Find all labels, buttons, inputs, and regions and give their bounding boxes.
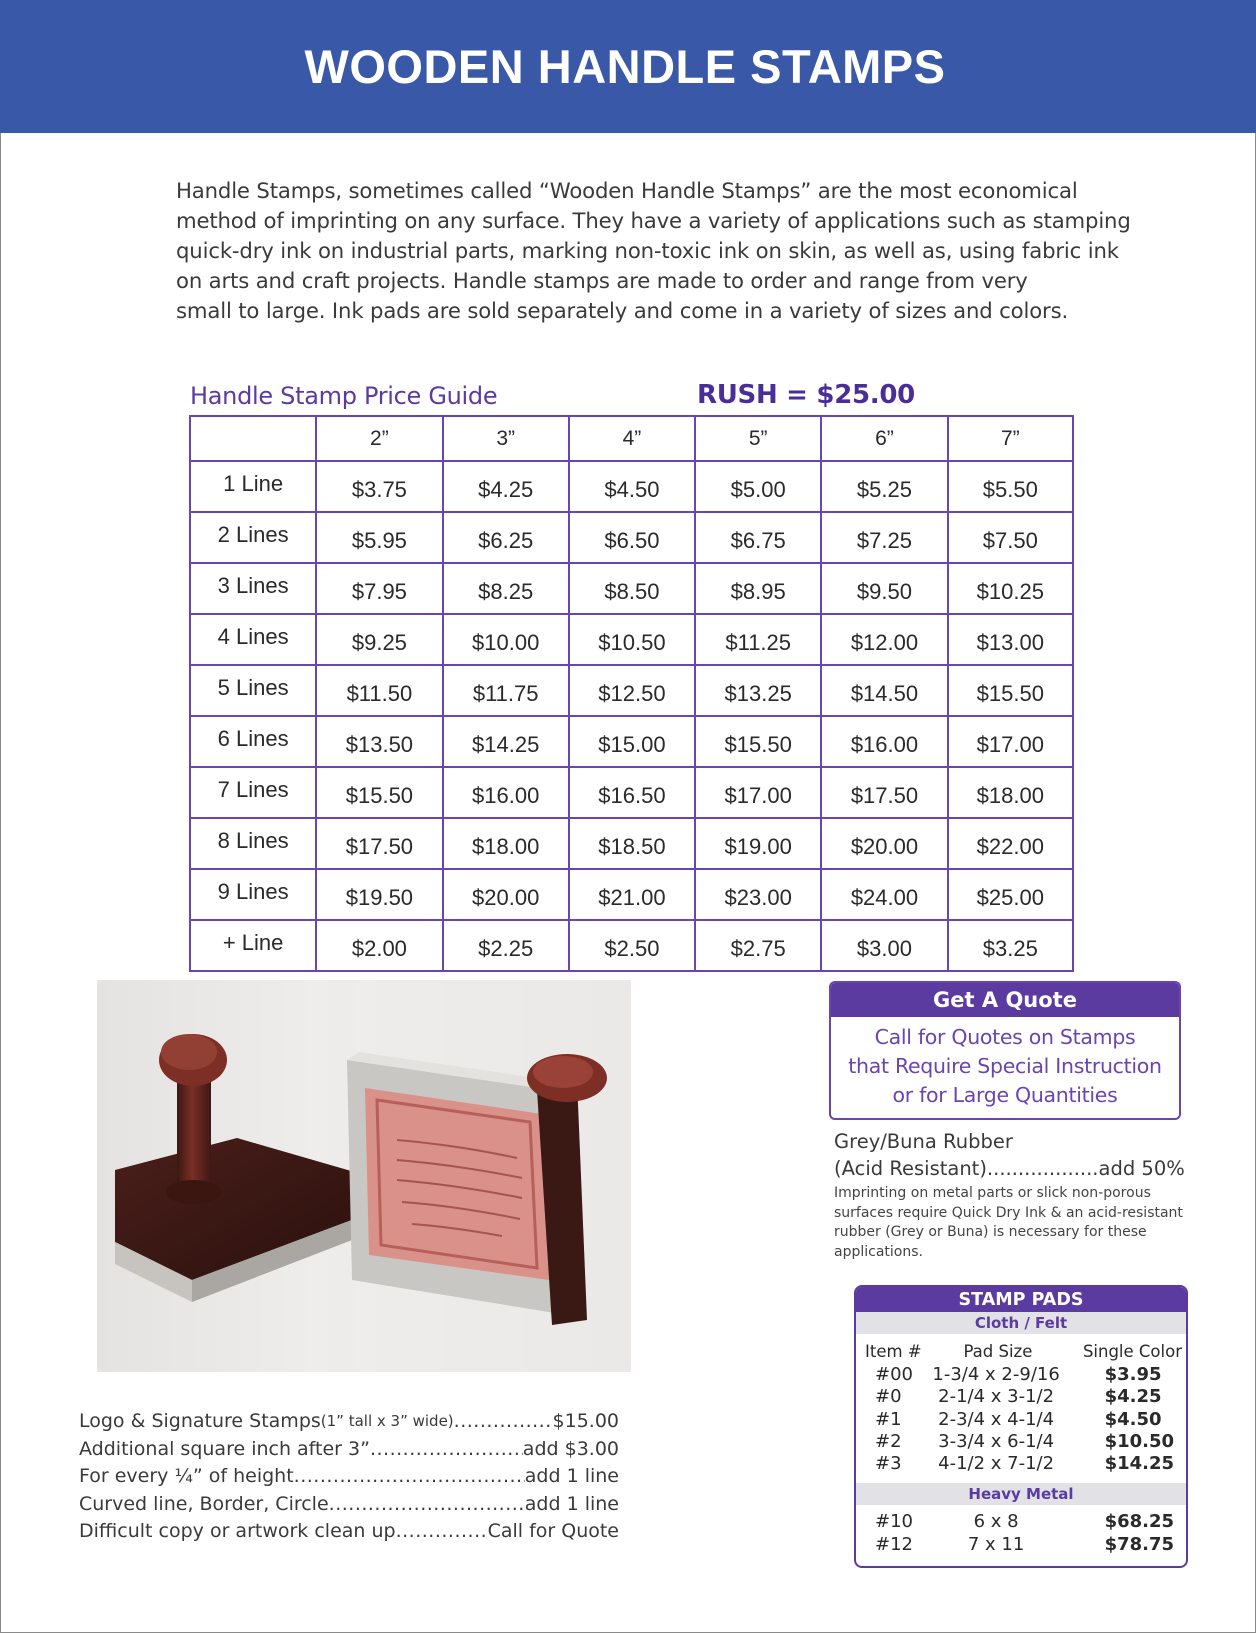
fee-leader-dots (454, 1408, 553, 1436)
price-cell: $21.00 (569, 869, 695, 920)
price-cell: $5.25 (821, 461, 947, 512)
price-row (190, 767, 1073, 818)
price-cell: $25.00 (948, 869, 1073, 920)
price-row (190, 716, 1073, 767)
header-cell-size: 5” (695, 416, 821, 461)
header-cell-empty (190, 416, 316, 461)
price-cell: $7.25 (821, 512, 947, 563)
fee-amount: add $3.00 (522, 1437, 619, 1460)
price-row (190, 869, 1073, 920)
price-cell: $5.00 (695, 461, 821, 512)
handle-stamp-image (97, 980, 631, 1372)
pad-item: #0 (875, 1386, 902, 1408)
rubber-price: (Acid Resistant)..................add 50% (834, 1157, 1185, 1180)
intro-line: small to large. Ink pads are sold separately and come in a variety of sizes and colors. (176, 298, 1069, 323)
stamp-pad-row (856, 1511, 1186, 1533)
fee-size-note: (1” tall x 3” wide) (320, 1412, 454, 1430)
stamp-pads-column-headers (856, 1340, 1186, 1364)
pad-size: 4-1/2 x 7-1/2 (938, 1453, 1055, 1475)
pad-item: #2 (875, 1430, 902, 1452)
fee-amount: $15.00 (552, 1410, 619, 1432)
stamp-pad-row (856, 1431, 1186, 1453)
fee-amount: Call for Quote (487, 1520, 619, 1542)
price-cell: $8.50 (569, 563, 695, 614)
pad-item: #12 (875, 1533, 913, 1555)
row-label: 7 Lines (190, 767, 316, 818)
header-cell-size: 3” (443, 416, 569, 461)
fee-leader-dots (396, 1518, 488, 1546)
stamp-pads-title: STAMP PADS (856, 1287, 1186, 1312)
price-cell: $2.75 (695, 920, 821, 971)
price-cell: $19.00 (695, 818, 821, 869)
price-cell: $15.00 (569, 716, 695, 767)
price-cell: $20.00 (821, 818, 947, 869)
col-size: Pad Size (963, 1342, 1033, 1361)
price-cell: $10.00 (443, 614, 569, 665)
price-guide-title: Handle Stamp Price Guide (190, 382, 498, 410)
quote-line: that Require Special Instruction (848, 1054, 1162, 1078)
rubber-title: Grey/Buna Rubber (834, 1130, 1013, 1153)
intro-paragraph (176, 176, 1136, 326)
rubber-note-line: applications. (834, 1243, 923, 1260)
quote-line: Call for Quotes on Stamps (874, 1025, 1136, 1049)
rubber-option (834, 1128, 1184, 1262)
quote-title: Get A Quote (831, 983, 1179, 1017)
price-row (190, 665, 1073, 716)
price-cell: $24.00 (821, 869, 947, 920)
price-cell: $17.00 (948, 716, 1073, 767)
price-cell: $3.75 (316, 461, 442, 512)
rubber-note-line: surfaces require Quick Dry Ink & an acid-resistant (834, 1204, 1183, 1221)
pad-size: 1-3/4 x 2-9/16 (932, 1364, 1060, 1385)
fee-label: Additional square inch after 3” (79, 1437, 370, 1460)
price-cell: $16.50 (569, 767, 695, 818)
price-row (190, 563, 1073, 614)
pad-size: 2-1/4 x 3-1/2 (938, 1386, 1055, 1408)
price-cell: $17.50 (821, 767, 947, 818)
col-item: Item # (865, 1342, 922, 1361)
pad-price: $4.50 (1104, 1408, 1162, 1430)
price-cell: $9.50 (821, 563, 947, 614)
fee-leader-dots (329, 1491, 525, 1519)
price-cell: $16.00 (821, 716, 947, 767)
intro-line: method of imprinting on any surface. They have a variety of applications such as stamping (176, 208, 1131, 233)
price-cell: $17.50 (316, 818, 442, 869)
rubber-note-line: rubber (Grey or Buna) is necessary for these (834, 1224, 1147, 1240)
price-cell: $2.25 (443, 920, 569, 971)
row-label: 8 Lines (190, 818, 316, 869)
stamp-pad-row (856, 1453, 1186, 1475)
price-row (190, 614, 1073, 665)
price-cell: $14.25 (443, 716, 569, 767)
header-cell-size: 2” (316, 416, 442, 461)
price-cell: $13.25 (695, 665, 821, 716)
price-cell: $10.25 (948, 563, 1073, 614)
price-table (189, 415, 1074, 972)
price-cell: $18.00 (443, 818, 569, 869)
rubber-note-line: Imprinting on metal parts or slick non-porous (834, 1185, 1151, 1201)
fee-line-logo (79, 1408, 619, 1436)
stamp-pads-box (854, 1285, 1188, 1568)
pad-size: 2-3/4 x 4-1/4 (938, 1408, 1055, 1430)
rush-price: RUSH = $25.00 (697, 380, 915, 410)
price-cell: $11.25 (695, 614, 821, 665)
price-cell: $18.00 (948, 767, 1073, 818)
fee-label: Logo & Signature Stamps (79, 1410, 321, 1432)
page-header (0, 0, 1256, 133)
intro-line: Handle Stamps, sometimes called “Wooden Handle Stamps” are the most economical (176, 178, 1078, 203)
header-cell-size: 4” (569, 416, 695, 461)
fee-line-height (79, 1463, 619, 1491)
price-cell: $3.00 (821, 920, 947, 971)
price-cell: $15.50 (316, 767, 442, 818)
col-price: Single Color (1082, 1342, 1182, 1361)
fee-line-curved (79, 1491, 619, 1519)
price-row (190, 461, 1073, 512)
pad-price: $14.25 (1104, 1453, 1175, 1475)
pad-item: #10 (875, 1511, 913, 1533)
row-label: 1 Line (190, 461, 316, 512)
fee-amount: add 1 line (524, 1465, 619, 1487)
price-cell: $2.50 (569, 920, 695, 971)
price-cell: $4.50 (569, 461, 695, 512)
intro-line: on arts and craft projects. Handle stamps are made to order and range from very (176, 268, 1028, 293)
pad-price: $78.75 (1104, 1533, 1175, 1555)
row-label: 3 Lines (190, 563, 316, 614)
price-cell: $2.00 (316, 920, 442, 971)
row-label: 4 Lines (190, 614, 316, 665)
fee-line-artwork (79, 1518, 619, 1546)
price-table-header (190, 416, 1073, 461)
price-cell: $15.50 (948, 665, 1073, 716)
price-cell: $13.50 (316, 716, 442, 767)
header-cell-size: 6” (821, 416, 947, 461)
row-label: 2 Lines (190, 512, 316, 563)
fee-amount: add 1 line (524, 1492, 619, 1515)
price-cell: $12.50 (569, 665, 695, 716)
price-cell: $15.50 (695, 716, 821, 767)
fee-label: For every ¼” of height (79, 1465, 294, 1487)
price-row (190, 512, 1073, 563)
price-cell: $5.50 (948, 461, 1073, 512)
additional-fees (79, 1408, 619, 1546)
price-cell: $12.00 (821, 614, 947, 665)
fee-leader-dots (370, 1436, 523, 1464)
price-cell: $9.25 (316, 614, 442, 665)
price-cell: $19.50 (316, 869, 442, 920)
price-cell: $11.75 (443, 665, 569, 716)
row-label: + Line (190, 920, 316, 971)
get-a-quote-box (829, 981, 1181, 1120)
stamp-pad-row (856, 1364, 1186, 1386)
intro-line: quick-dry ink on industrial parts, marking non-toxic ink on skin, as well as, using fabric ink (176, 238, 1119, 263)
pad-price: $3.95 (1104, 1364, 1162, 1385)
pad-item: #1 (875, 1408, 902, 1430)
price-cell: $22.00 (948, 818, 1073, 869)
pad-price: $4.25 (1104, 1386, 1162, 1408)
price-cell: $23.00 (695, 869, 821, 920)
cloth-felt-heading: Cloth / Felt (856, 1312, 1186, 1334)
pad-size: 3-3/4 x 6-1/4 (938, 1430, 1055, 1452)
stamp-pad-row (856, 1409, 1186, 1431)
fee-leader-dots (294, 1463, 525, 1491)
price-cell: $7.95 (316, 563, 442, 614)
row-label: 6 Lines (190, 716, 316, 767)
price-cell: $16.00 (443, 767, 569, 818)
price-cell: $8.95 (695, 563, 821, 614)
page-title: WOODEN HANDLE STAMPS (304, 40, 946, 93)
price-cell: $14.50 (821, 665, 947, 716)
price-cell: $7.50 (948, 512, 1073, 563)
stamp-pad-row (856, 1386, 1186, 1408)
row-label: 9 Lines (190, 869, 316, 920)
stamp-pad-row (856, 1534, 1186, 1556)
pad-price: $68.25 (1104, 1511, 1175, 1533)
price-cell: $6.75 (695, 512, 821, 563)
price-row (190, 818, 1073, 869)
price-cell: $17.00 (695, 767, 821, 818)
header-cell-size: 7” (948, 416, 1073, 461)
pad-item: #00 (875, 1364, 913, 1385)
price-cell: $8.25 (443, 563, 569, 614)
price-row (190, 920, 1073, 971)
price-cell: $11.50 (316, 665, 442, 716)
price-cell: $13.00 (948, 614, 1073, 665)
pad-item: #3 (875, 1453, 902, 1475)
price-cell: $5.95 (316, 512, 442, 563)
row-label: 5 Lines (190, 665, 316, 716)
price-cell: $6.25 (443, 512, 569, 563)
rubber-note (834, 1184, 1184, 1262)
price-cell: $10.50 (569, 614, 695, 665)
heavy-metal-heading: Heavy Metal (856, 1483, 1186, 1505)
handle-stamp-photo (97, 980, 631, 1372)
pad-size: 6 x 8 (973, 1511, 1019, 1533)
fee-line-square-inch (79, 1436, 619, 1464)
pad-price: $10.50 (1104, 1430, 1175, 1452)
price-cell: $18.50 (569, 818, 695, 869)
price-cell: $3.25 (948, 920, 1073, 971)
fee-label: Curved line, Border, Circle (79, 1492, 329, 1515)
price-cell: $6.50 (569, 512, 695, 563)
price-cell: $4.25 (443, 461, 569, 512)
quote-body (831, 1017, 1179, 1110)
pad-size: 7 x 11 (967, 1533, 1025, 1555)
fee-label: Difficult copy or artwork clean up (79, 1520, 396, 1542)
price-cell: $20.00 (443, 869, 569, 920)
quote-line: or for Large Quantities (892, 1083, 1118, 1107)
